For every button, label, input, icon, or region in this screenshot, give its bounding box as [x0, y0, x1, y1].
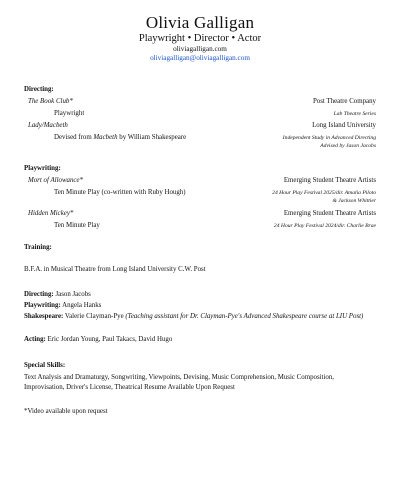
role-italic-text: Macbeth: [93, 134, 118, 141]
section-title-directing: Directing:: [24, 86, 54, 93]
footnote-text: *Video available upon request: [24, 408, 108, 415]
training-label: Playwriting:: [24, 302, 61, 309]
entry-role: Ten Minute Play: [54, 222, 100, 229]
directing-entry-row: [24, 121, 376, 131]
entry-detail: 24 Hour Play Festival 2025/dir. Amalia Piloto: [272, 190, 376, 196]
section-title-playwriting: Playwriting:: [24, 165, 61, 172]
work-title: The Book Club*: [28, 98, 73, 105]
degree-text: B.F.A. in Musical Theatre from Long Island University C.W. Post: [24, 266, 206, 273]
email-link[interactable]: oliviagalligan@oliviagalligan.com: [150, 54, 250, 62]
training-value: Angela Hanks: [60, 302, 102, 309]
training-value: Valerie Clayman-Pye: [63, 313, 126, 320]
directing-entry-detail-row: [24, 109, 376, 119]
entry-detail: Independent Study in Advanced Directing: [282, 135, 376, 141]
training-playwriting-line: [24, 301, 376, 311]
section-title-special-skills: Special Skills:: [24, 362, 66, 369]
training-label: Acting:: [24, 336, 46, 343]
training-label: Shakespeare:: [24, 313, 64, 320]
work-title: Mort of Allowance*: [28, 177, 83, 184]
training-value: Eric Jordan Young, Paul Takacs, David Hugo: [45, 336, 173, 343]
playwriting-entry-row: [24, 209, 376, 219]
playwriting-entry-detail-row: [24, 221, 376, 231]
company-name: Post Theatre Company: [312, 98, 376, 105]
training-acting-line: [24, 335, 376, 345]
entry-role: Ten Minute Play (co-written with Ruby Hough): [54, 189, 186, 196]
entry-role: Playwright: [54, 110, 85, 117]
entry-detail: 24 Hour Play Festival 2024/dir. Charlie Brae: [273, 223, 376, 229]
work-title: Hidden Mickey*: [28, 210, 74, 217]
directing-entry-detail-row: [24, 142, 376, 152]
skills-text: Text Analysis and Dramaturgy, Songwriting, Viewpoints, Devising, Music Comprehension, Music Composition, Improvisation, Driver's License, Theatrical Resume Available Upon Request: [24, 374, 334, 391]
entry-detail: Lab Theatre Series: [333, 111, 376, 117]
role-text: Devised from: [54, 134, 94, 141]
training-directing-line: [24, 290, 376, 300]
directing-entry-row: [24, 97, 376, 107]
training-note: (Teaching assistant for Dr. Clayman-Pye's Advanced Shakespeare course at LIU Post): [125, 313, 364, 320]
company-name: Emerging Student Theatre Artists: [283, 210, 376, 217]
applicant-roles: Playwright • Director • Actor: [138, 33, 262, 44]
training-label: Directing:: [24, 291, 54, 298]
training-shakespeare-line: [24, 312, 376, 322]
playwriting-entry-detail-row: [24, 197, 376, 207]
applicant-name: Olivia Galligan: [145, 13, 255, 32]
resume-header: [0, 0, 400, 63]
section-title-training: Training:: [24, 244, 52, 251]
training-value: Jason Jacobs: [53, 291, 91, 298]
work-title: Lady/Macbeth: [28, 122, 68, 129]
entry-detail: Advised by Jason Jacobs: [320, 143, 376, 149]
company-name: Emerging Student Theatre Artists: [283, 177, 376, 184]
role-text: by William Shakespeare: [117, 134, 187, 141]
playwriting-entry-row: [24, 176, 376, 186]
website-text: oliviagalligan.com: [173, 45, 227, 53]
company-name: Long Island University: [312, 122, 376, 129]
entry-detail: & Jackson Whittier: [332, 198, 376, 204]
